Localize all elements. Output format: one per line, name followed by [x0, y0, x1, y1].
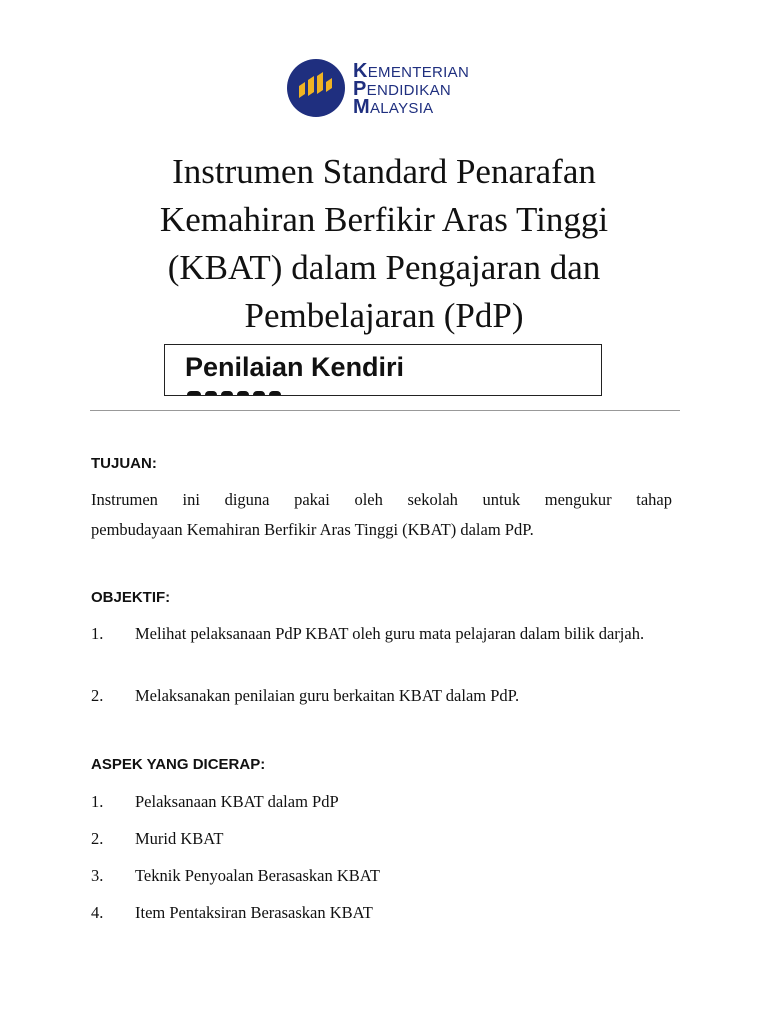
item-number: 3.	[91, 866, 104, 885]
tujuan-heading: TUJUAN:	[91, 455, 157, 472]
item-text: Item Pentaksiran Berasaskan KBAT	[135, 903, 373, 922]
logo-line1-initial: K	[353, 60, 368, 82]
objektif-heading: OBJEKTIF:	[91, 589, 171, 606]
logo-line3-initial: M	[353, 96, 370, 118]
title-line-2: Kemahiran Berfikir Aras Tinggi	[159, 200, 609, 239]
logo-line3-rest: ALAYSIA	[369, 100, 434, 117]
item-text: Melaksanakan penilaian guru berkaitan KBAT dalam PdP.	[135, 686, 520, 705]
item-number: 1.	[91, 624, 104, 643]
document-title	[100, 148, 668, 340]
item-text: Pelaksanaan KBAT dalam PdP	[135, 792, 339, 811]
assessment-type-box	[164, 344, 602, 396]
tujuan-line-1: Instrumen ini diguna pakai oleh sekolah untuk mengukur tahap	[91, 490, 672, 509]
logo-line1-rest: EMENTERIAN	[367, 64, 470, 81]
item-number: 2.	[91, 829, 104, 848]
item-text: Melihat pelaksanaan PdP KBAT oleh guru mata pelajaran dalam bilik darjah.	[135, 624, 645, 643]
item-text: Murid KBAT	[135, 829, 224, 848]
divider	[90, 410, 680, 411]
clipped-text-fragment	[187, 383, 297, 396]
tujuan-paragraph	[91, 485, 672, 545]
item-number: 2.	[91, 686, 104, 705]
title-line-3: (KBAT) dalam Pengajaran dan	[167, 248, 601, 287]
ministry-logo	[285, 58, 495, 118]
tujuan-line-2: pembudayaan Kemahiran Berfikir Aras Tinggi (KBAT) dalam PdP.	[91, 520, 534, 539]
logo-line2-initial: P	[353, 78, 367, 100]
logo-wordmark	[353, 60, 470, 118]
item-number: 4.	[91, 903, 104, 922]
item-text: Teknik Penyoalan Berasaskan KBAT	[135, 866, 380, 885]
assessment-type-label: Penilaian Kendiri	[185, 352, 405, 382]
aspek-heading: ASPEK YANG DICERAP:	[91, 756, 266, 773]
title-line-4: Pembelajaran (PdP)	[244, 296, 524, 335]
item-number: 1.	[91, 792, 104, 811]
title-line-1: Instrumen Standard Penarafan	[172, 152, 596, 191]
kpm-emblem-icon	[285, 58, 347, 118]
logo-line2-rest: ENDIDIKAN	[366, 82, 452, 99]
